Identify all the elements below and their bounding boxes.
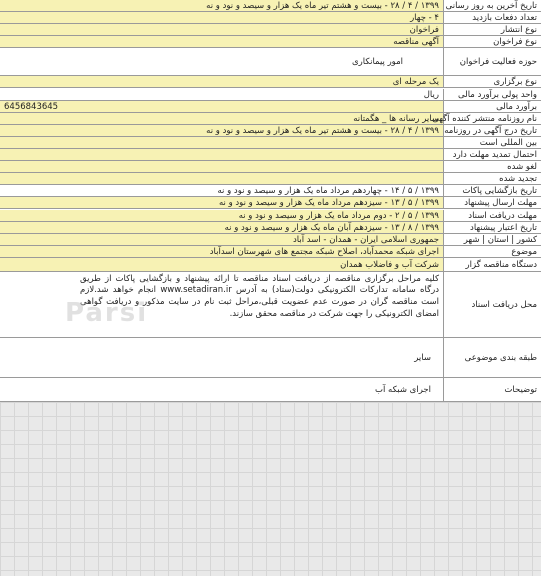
detail-row <box>0 0 541 12</box>
watermark-brand: Parsi <box>65 298 149 328</box>
category-value: سایر <box>0 338 443 377</box>
row-label: احتمال تمدید مهلت دارد <box>443 149 541 160</box>
detail-row <box>0 101 541 113</box>
notes-label: توضیحات <box>443 378 541 401</box>
row-value <box>0 137 443 148</box>
row-label: لغو شده <box>443 161 541 172</box>
detail-row <box>0 48 541 76</box>
detail-row <box>0 137 541 149</box>
row-label: تجدید شده <box>443 173 541 184</box>
row-label: کشور | استان | شهر <box>443 234 541 245</box>
row-label: بین المللی است <box>443 137 541 148</box>
row-value: ریال <box>0 89 443 100</box>
detail-row <box>0 173 541 185</box>
detail-row <box>0 36 541 48</box>
row-label: تاریخ اعتبار پیشنهاد <box>443 222 541 233</box>
row-label: برآورد مالی <box>443 101 541 112</box>
row-label: نام روزنامه منتشر کننده آگهی <box>443 113 541 124</box>
row-value: اجرای شبکه محمدآباد، اصلاح شبکه مجتمع های شهرستان اسدآباد <box>0 246 443 257</box>
detail-row <box>0 210 541 222</box>
detail-row <box>0 246 541 258</box>
row-label: تاریخ آخرین به روز رسانی <box>443 0 541 11</box>
row-value: سایر رسانه ها _ هگمتانه <box>0 113 443 124</box>
documents-location-label: محل دریافت اسناد <box>443 272 541 337</box>
organizer-row <box>0 258 541 272</box>
background-pattern <box>0 402 541 576</box>
notes-value: اجرای شبکه آب <box>0 378 443 401</box>
row-value <box>0 149 443 160</box>
row-label: نوع فراخوان <box>443 36 541 47</box>
detail-row <box>0 234 541 246</box>
organizer-label: دستگاه مناقصه گزار <box>443 258 541 271</box>
detail-row <box>0 24 541 36</box>
row-value: ۱۳۹۹ / ۴ / ۲۸ - بیست و هشتم تیر ماه یک هزار و سیصد و نود و نه <box>0 0 443 11</box>
detail-row <box>0 113 541 125</box>
row-value: جمهوری اسلامی ایران - همدان - اسد آباد <box>0 234 443 245</box>
row-label: تعداد دفعات بازدید <box>443 12 541 23</box>
documents-location-value: کلیه مراحل برگزاری مناقصه از دریافت اسناد مناقصه تا ارائه پیشنهاد و بازگشایی پاکات از طریق درگاه سامانه تدارکات الکترونیکی دولت(ستاد) به آدرس www.setadiran.ir انجام خواهد شد.لازم است مناقصه گران در صورت عدم عضویت قبلی،مراحل ثبت نام در سایت مذکور و دریافت گواهی امضای الکترونیکی را جهت شرکت در مناقصه محقق سازند. <box>0 272 443 337</box>
row-value: یک مرحله ای <box>0 76 443 87</box>
row-value: ۱۳۹۹ / ۴ / ۲۸ - بیست و هشتم تیر ماه یک هزار و سیصد و نود و نه <box>0 125 443 136</box>
documents-location-row <box>0 272 541 338</box>
row-label: حوزه فعالیت فراخوان <box>443 48 541 75</box>
row-label: مهلت دریافت اسناد <box>443 210 541 221</box>
row-value: ۱۳۹۹ / ۵ / ۱۴ - چهاردهم مرداد ماه یک هزار و سیصد و نود و نه <box>0 185 443 196</box>
organizer-value: شرکت آب و فاضلاب همدان <box>0 258 443 271</box>
detail-row <box>0 197 541 209</box>
notes-row <box>0 378 541 402</box>
row-value <box>0 161 443 172</box>
row-value: ۱۳۹۹ / ۵ / ۱۳ - سیزدهم مرداد ماه یک هزار و سیصد و نود و نه <box>0 197 443 208</box>
row-value: ۴ - چهار <box>0 12 443 23</box>
row-value: فراخوان <box>0 24 443 35</box>
category-label: طبقه بندی موضوعی <box>443 338 541 377</box>
row-label: نوع برگزاری <box>443 76 541 87</box>
row-value: 6456843645 <box>0 101 443 112</box>
row-label: تاریخ درج آگهی در روزنامه <box>443 125 541 136</box>
row-label: نوع انتشار <box>443 24 541 35</box>
detail-row <box>0 12 541 24</box>
row-value: آگهی مناقصه <box>0 36 443 47</box>
detail-row <box>0 149 541 161</box>
row-label: موضوع <box>443 246 541 257</box>
category-row <box>0 338 541 378</box>
row-value: ۱۳۹۹ / ۸ / ۱۳ - سیزدهم آبان ماه یک هزار و سیصد و نود و نه <box>0 222 443 233</box>
detail-row <box>0 89 541 101</box>
row-value <box>0 173 443 184</box>
detail-row <box>0 125 541 137</box>
detail-row <box>0 161 541 173</box>
detail-row <box>0 222 541 234</box>
row-label: واحد پولی برآورد مالی <box>443 89 541 100</box>
row-label: تاریخ بازگشایی پاکات <box>443 185 541 196</box>
row-value: ۱۳۹۹ / ۵ / ۲ - دوم مرداد ماه یک هزار و سیصد و نود و نه <box>0 210 443 221</box>
row-label: مهلت ارسال پیشنهاد <box>443 197 541 208</box>
detail-row <box>0 185 541 197</box>
row-value: امور پیمانکاری <box>0 48 443 75</box>
detail-row <box>0 76 541 88</box>
